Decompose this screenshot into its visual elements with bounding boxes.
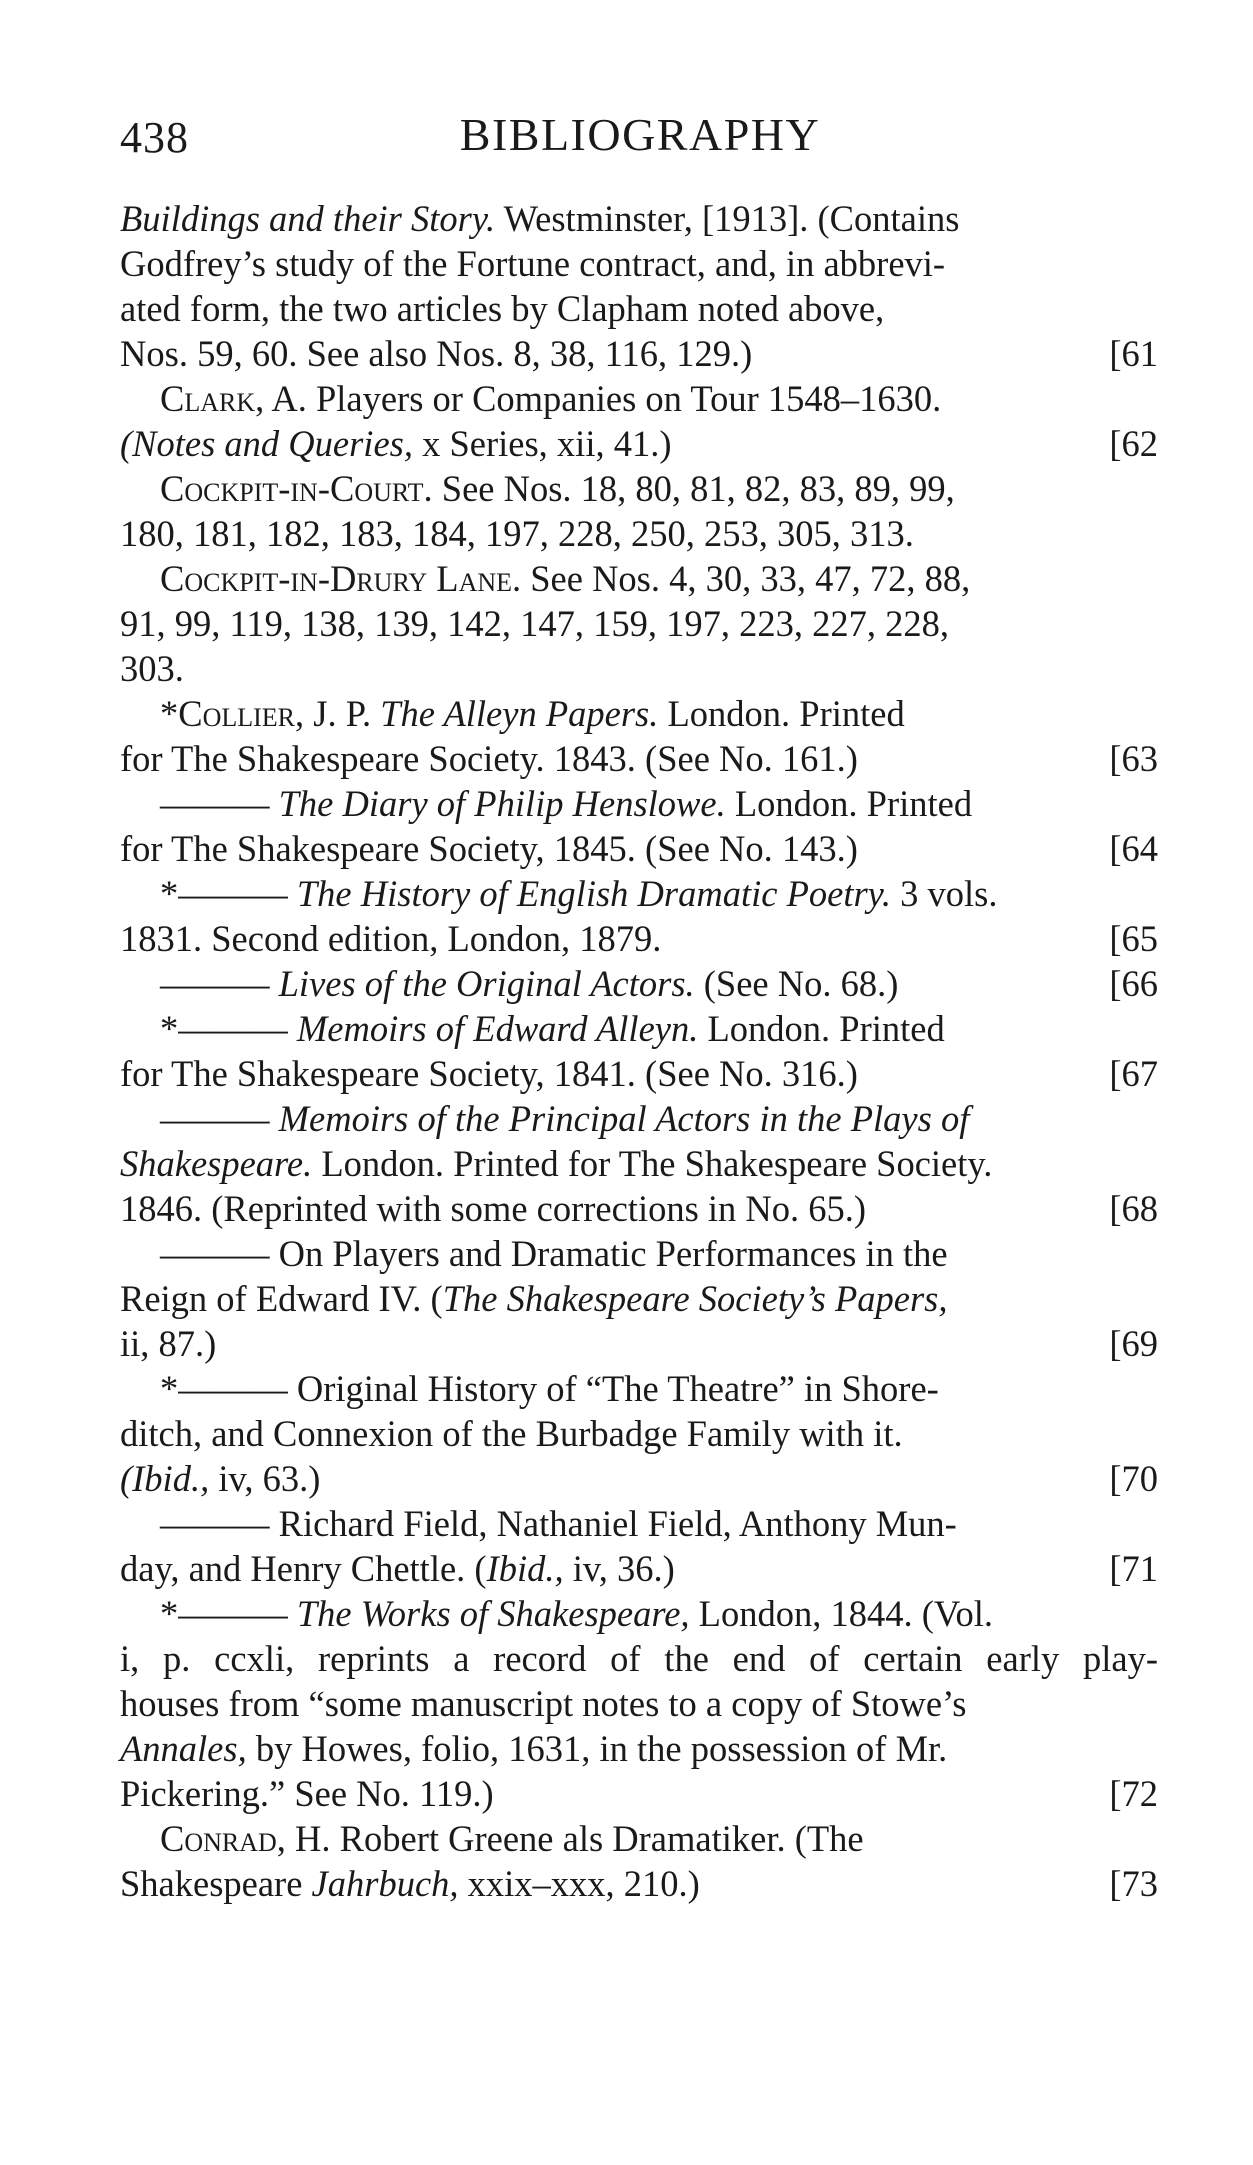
line-text [160, 1501, 957, 1546]
line-text [160, 691, 905, 736]
entry-number: [68 [1109, 1188, 1158, 1229]
bibliography-line [120, 646, 1158, 691]
text: 3 vols. [890, 873, 998, 914]
bibliography-line [120, 1816, 1158, 1861]
text: x Series, xii, 41.) [412, 423, 672, 464]
entry-marker: ——— [160, 1503, 270, 1544]
line-text [120, 736, 858, 781]
bibliography-line [120, 1006, 1158, 1051]
text: London, 1844. (Vol. [689, 1593, 994, 1634]
entry-marker: ——— [160, 783, 270, 824]
author-name: Cockpit-in-Court. [160, 468, 433, 509]
title-italic: Lives of the Original Actors. [269, 963, 695, 1004]
bibliography-line [120, 736, 1158, 781]
line-text [120, 286, 884, 331]
text: for The Shakespeare Society, 1845. (See No. 143.) [120, 828, 858, 869]
text: Reign of Edward IV. ( [120, 1278, 443, 1319]
line-text [120, 1051, 858, 1096]
entry-marker: ——— [160, 1098, 270, 1139]
entry-number: [73 [1109, 1863, 1158, 1904]
bibliography-text [120, 196, 1158, 1906]
title-italic: Annales, [120, 1728, 247, 1769]
text: 1846. (Reprinted with some corrections in No. 65.) [120, 1188, 867, 1229]
text: i, p. ccxli, reprints a record of the end of certain early play- [120, 1638, 1158, 1679]
text: 1831. Second edition, London, 1879. [120, 918, 662, 959]
line-text [120, 196, 959, 241]
bibliography-line [120, 331, 1158, 376]
entry-marker: *——— [160, 1593, 288, 1634]
line-text [120, 646, 184, 691]
author-name: Collier, [178, 693, 305, 734]
text: J. P. [304, 693, 381, 734]
text: Original History of “The Theatre” in Shore- [287, 1368, 939, 1409]
bibliography-line [120, 1546, 1158, 1591]
line-text [120, 1321, 216, 1366]
entry-number: [66 [1109, 963, 1158, 1004]
line-text [120, 1861, 700, 1906]
text: See Nos. 4, 30, 33, 47, 72, 88, [521, 558, 971, 599]
line-text [120, 1546, 675, 1591]
text: (See No. 68.) [694, 963, 899, 1004]
title-italic: Memoirs of the Principal Actors in the Plays of [269, 1098, 970, 1139]
line-text [120, 1771, 494, 1816]
bibliography-line [120, 1411, 1158, 1456]
text: London. Printed for The Shakespeare Society. [312, 1143, 993, 1184]
bibliography-line [120, 1681, 1158, 1726]
text: for The Shakespeare Society, 1841. (See No. 316.) [120, 1053, 858, 1094]
text: Godfrey’s study of the Fortune contract, and, in abbrevi- [120, 243, 946, 284]
text: London. Printed [658, 693, 905, 734]
line-text [120, 1681, 966, 1726]
bibliography-line [120, 466, 1158, 511]
entry-number: [62 [1109, 423, 1158, 464]
line-text [160, 781, 972, 826]
text: 91, 99, 119, 138, 139, 142, 147, 159, 197, 223, 227, 228, [120, 603, 950, 644]
text: 303. [120, 648, 184, 689]
bibliography-line [120, 1321, 1158, 1366]
title-italic: The Works of Shakespeare, [287, 1593, 690, 1634]
title-italic: The Diary of Philip Henslowe. [269, 783, 726, 824]
bibliography-line [120, 1636, 1158, 1681]
entry-marker: *——— [160, 873, 288, 914]
text: London. Printed [725, 783, 973, 824]
bibliography-line [120, 1501, 1158, 1546]
page-header [120, 108, 1160, 178]
bibliography-line [120, 1861, 1158, 1906]
title-italic: Ibid., [486, 1548, 564, 1589]
bibliography-line [120, 1096, 1158, 1141]
line-text [120, 1276, 948, 1321]
entry-number: [69 [1109, 1323, 1158, 1364]
line-text [160, 1366, 939, 1411]
bibliography-line [120, 1186, 1158, 1231]
text: Richard Field, Nathaniel Field, Anthony Mun- [269, 1503, 957, 1544]
line-text [120, 1186, 866, 1231]
bibliography-line [120, 1456, 1158, 1501]
line-text [120, 1411, 903, 1456]
text: Pickering.” See No. 119.) [120, 1773, 494, 1814]
line-text [120, 421, 672, 466]
bibliography-line [120, 241, 1158, 286]
bibliography-line [120, 916, 1158, 961]
bibliography-line [120, 376, 1158, 421]
title-italic: Jahrbuch, [311, 1863, 459, 1904]
running-title: BIBLIOGRAPHY [459, 109, 821, 160]
text: iv, 36.) [563, 1548, 675, 1589]
bibliography-line [120, 601, 1158, 646]
title-italic: (Ibid., [120, 1458, 210, 1499]
entry-number: [72 [1109, 1773, 1158, 1814]
bibliography-line [120, 871, 1158, 916]
text: iv, 63.) [209, 1458, 321, 1499]
bibliography-line [120, 1366, 1158, 1411]
text: by Howes, folio, 1631, in the possession of Mr. [246, 1728, 948, 1769]
line-text [120, 601, 949, 646]
bibliography-line [120, 691, 1158, 736]
bibliography-line [120, 1051, 1158, 1096]
line-text [160, 1231, 948, 1276]
entry-marker: ——— [160, 963, 270, 1004]
author-name: Conrad, [160, 1818, 286, 1859]
line-text [160, 1816, 864, 1861]
title-italic: The Shakespeare Society’s Papers, [442, 1278, 948, 1319]
line-text [160, 376, 941, 421]
line-text [160, 556, 970, 601]
author-name: Cockpit-in-Drury Lane. [160, 558, 522, 599]
entry-marker: *——— [160, 1368, 288, 1409]
bibliography-line [120, 826, 1158, 871]
text: Nos. 59, 60. See also Nos. 8, 38, 116, 129.) [120, 333, 753, 374]
line-text [160, 961, 898, 1006]
line-text [160, 871, 997, 916]
page-number: 438 [120, 113, 189, 162]
line-text [120, 331, 752, 376]
text: London. Printed [698, 1008, 945, 1049]
line-text [120, 916, 661, 961]
text: for The Shakespeare Society. 1843. (See No. 161.) [120, 738, 858, 779]
entry-marker: *——— [160, 1008, 288, 1049]
entry-number: [71 [1109, 1548, 1158, 1589]
bibliography-line [120, 1231, 1158, 1276]
bibliography-line [120, 421, 1158, 466]
text: xxix–xxx, 210.) [458, 1863, 700, 1904]
line-text [160, 466, 955, 511]
line-text [120, 826, 858, 871]
text: Shakespeare [120, 1863, 312, 1904]
bibliography-line [120, 1276, 1158, 1321]
title-italic: Memoirs of Edward Alleyn. [287, 1008, 699, 1049]
text: See Nos. 18, 80, 81, 82, 83, 89, 99, [432, 468, 955, 509]
text: day, and Henry Chettle. ( [120, 1548, 487, 1589]
text: ated form, the two articles by Clapham noted above, [120, 288, 885, 329]
bibliography-line [120, 1726, 1158, 1771]
text: 180, 181, 182, 183, 184, 197, 228, 250, 253, 305, 313. [120, 513, 914, 554]
text: ditch, and Connexion of the Burbadge Family with it. [120, 1413, 903, 1454]
text: Westminster, [1913]. (Contains [495, 198, 960, 239]
entry-number: [63 [1109, 738, 1158, 779]
bibliography-line [120, 1141, 1158, 1186]
title-italic: The History of English Dramatic Poetry. [287, 873, 891, 914]
line-text [160, 1591, 993, 1636]
line-text [120, 241, 945, 286]
line-text [120, 1456, 320, 1501]
entry-number: [70 [1109, 1458, 1158, 1499]
entry-number: [61 [1109, 333, 1158, 374]
entry-number: [64 [1109, 828, 1158, 869]
text: A. Players or Companies on Tour 1548–1630. [264, 378, 942, 419]
bibliography-line [120, 781, 1158, 826]
title-italic: (Notes and Queries, [120, 423, 413, 464]
bibliography-line [120, 1591, 1158, 1636]
entry-number: [65 [1109, 918, 1158, 959]
title-italic: Buildings and their Story. [120, 198, 496, 239]
line-text [120, 1141, 992, 1186]
text: ii, 87.) [120, 1323, 217, 1364]
line-text [120, 511, 914, 556]
title-italic: The Alleyn Papers. [380, 693, 659, 734]
entry-marker: ——— [160, 1233, 270, 1274]
bibliography-line [120, 1771, 1158, 1816]
line-text [160, 1096, 969, 1141]
title-italic: Shakespeare. [120, 1143, 313, 1184]
bibliography-line [120, 556, 1158, 601]
line-text [120, 1726, 947, 1771]
author-name: Clark, [160, 378, 265, 419]
line-text [120, 1636, 1158, 1681]
text: houses from “some manuscript notes to a copy of Stowe’s [120, 1683, 967, 1724]
entry-marker: * [160, 693, 179, 734]
bibliography-line [120, 286, 1158, 331]
line-text [160, 1006, 945, 1051]
bibliography-line [120, 511, 1158, 556]
text: H. Robert Greene als Dramatiker. (The [285, 1818, 864, 1859]
bibliography-line [120, 196, 1158, 241]
bibliography-line [120, 961, 1158, 1006]
entry-number: [67 [1109, 1053, 1158, 1094]
text: On Players and Dramatic Performances in the [269, 1233, 948, 1274]
